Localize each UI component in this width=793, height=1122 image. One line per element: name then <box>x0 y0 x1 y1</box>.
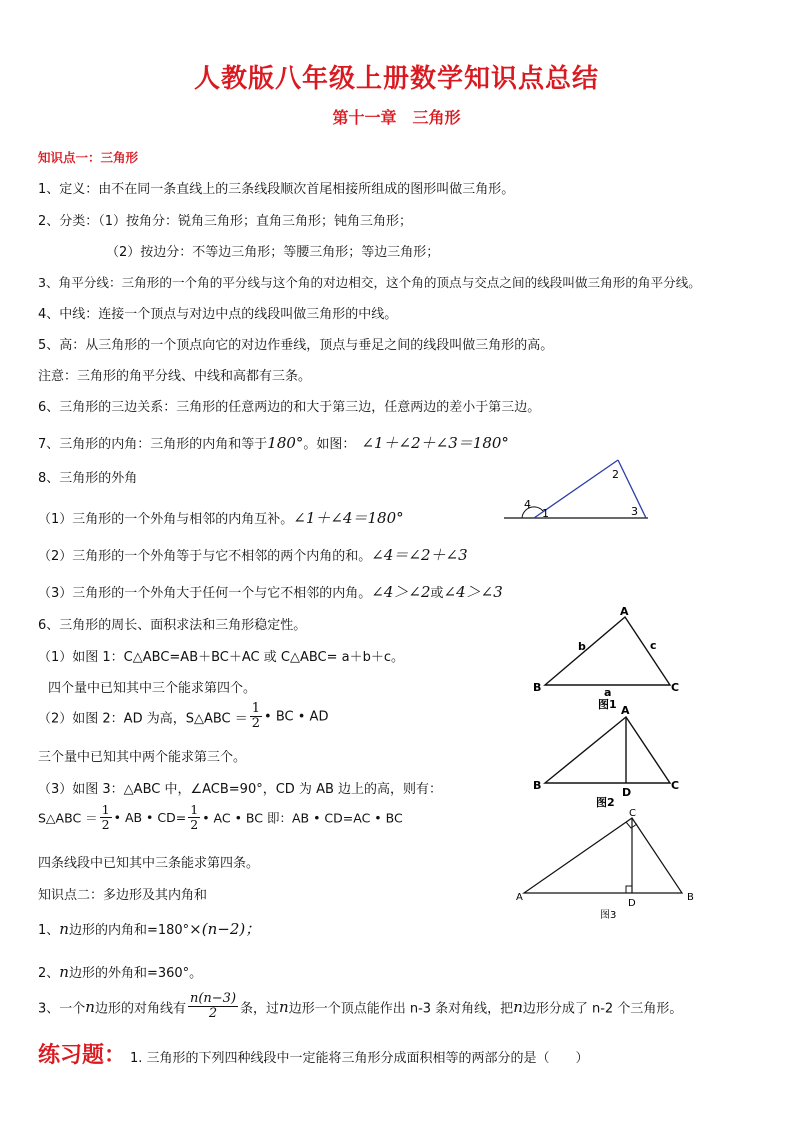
figure3-area-mid: • AB • CD= <box>113 809 187 825</box>
exterior-angle-3-or: 或 <box>430 586 444 601</box>
triangle-abc <box>545 717 670 783</box>
variable-n: n <box>513 997 523 1016</box>
page-title: 人教版八年级上册数学知识点总结 <box>193 64 599 94</box>
figure1-perimeter-line: （1）如图 1：C△ABC=AB＋BC＋AC 或 C△ABC= a＋b＋c。 <box>38 650 405 665</box>
figure3-area-label: S△ABC ＝ <box>38 810 98 826</box>
fraction-numerator: n(n−3) <box>189 991 237 1006</box>
polygon-inner-sum-formula: ×(n−2)； <box>189 920 261 938</box>
side-c-label: c <box>650 639 657 652</box>
perimeter-area-title: 6、三角形的周长、面积求法和三角形稳定性。 <box>38 618 307 633</box>
figure2-area-line <box>38 702 328 732</box>
exterior-angle-title: 8、三角形的外角 <box>38 471 138 486</box>
exterior-angle-figure <box>498 450 658 530</box>
right-angle-mark-d <box>626 886 632 893</box>
diagonal-text-a: 3、一个 <box>38 1001 86 1017</box>
polygon-outer-sum-text: 边形的外角和=360°。 <box>68 966 203 981</box>
polygon-inner-sum-text: 边形的内角和=180° <box>68 923 190 938</box>
exterior-angle-2-text: （2）三角形的一个外角等于与它不相邻的两个内角的和。 <box>38 549 372 564</box>
item-number: 2、 <box>38 966 60 981</box>
diagonal-text-d: 边形一个顶点能作出 n-3 条对角线，把 <box>288 1001 514 1017</box>
side-b-label: b <box>578 640 586 653</box>
fraction-denominator: 2 <box>101 816 110 832</box>
item-number: 1、 <box>38 923 60 938</box>
half-fraction <box>188 803 200 832</box>
figure-1-caption: 图1 <box>598 698 617 711</box>
exterior-angle-3-formula-1: ∠4＞∠2 <box>371 583 431 601</box>
variable-n: n <box>85 997 95 1016</box>
definition-text: 1、定义：由不在同一条直线上的三条线段顺次首尾相接所组成的图形叫做三角形。 <box>38 182 515 197</box>
inner-angle-line <box>38 432 509 453</box>
height-text: 5、高：从三角形的一个顶点向它的对边作垂线，顶点与垂足之间的线段叫做三角形的高。 <box>38 338 554 353</box>
variable-n: n <box>59 920 69 938</box>
figure3-text-line: （3）如图 3：△ABC 中，∠ACB=90°，CD 为 AB 边上的高，则有： <box>38 782 443 797</box>
angle-bisector-text: 3、角平分线：三角形的一个角的平分线与这个角的对边相交，这个角的顶点与交点之间的线段叫做三角形的角平分线。 <box>38 275 701 290</box>
exterior-angle-1-text: （1）三角形的一个外角与相邻的内角互补。 <box>38 512 294 527</box>
half-fraction <box>250 702 262 732</box>
polygon-inner-sum-line <box>38 918 260 939</box>
angle-label-2: 2 <box>612 468 619 481</box>
figure3-area-line <box>38 803 403 832</box>
inner-angle-value: 180° <box>267 434 304 452</box>
figure3-area-end: • AC • BC 即：AB • CD=AC • BC <box>202 810 403 826</box>
triangle-abc <box>524 818 682 893</box>
classification-by-angle: 2、分类：（1）按角分：锐角三角形；直角三角形；钝角三角形； <box>38 214 413 229</box>
figure-1 <box>530 605 690 715</box>
foot-d-label: D <box>622 786 632 799</box>
figure2-area-rest: • BC • AD <box>264 709 329 725</box>
classification-by-side: （2）按边分：不等边三角形；等腰三角形；等边三角形； <box>106 245 440 260</box>
exterior-angle-2-formula: ∠4＝∠2＋∠3 <box>371 546 468 564</box>
vertex-b-label: B <box>687 892 694 903</box>
fraction-numerator: 1 <box>251 701 261 716</box>
exterior-angle-line-1 <box>38 507 404 528</box>
median-text: 4、中线：连接一个顶点与对边中点的线段叫做三角形的中线。 <box>38 307 398 322</box>
vertex-a-label: A <box>516 892 523 903</box>
vertex-c-label: C <box>671 681 680 694</box>
exterior-angle-3-formula-2: ∠4＞∠3 <box>443 583 503 601</box>
figure2-note: 三个量中已知其中两个能求第三个。 <box>38 750 247 765</box>
vertex-a-label: A <box>620 605 629 618</box>
variable-n: n <box>279 997 289 1016</box>
diagonal-fraction <box>188 992 238 1022</box>
vertex-b-label: B <box>533 779 542 792</box>
polygon-outer-sum-line <box>38 962 202 981</box>
chapter-title: 第十一章 三角形 <box>332 108 461 127</box>
exercise-title: 练习题： <box>38 1043 127 1068</box>
angle-label-3: 3 <box>631 505 638 518</box>
diagonal-text-c: 条，过 <box>240 1001 280 1017</box>
angle-label-1: 1 <box>542 507 549 520</box>
fraction-denominator: 2 <box>190 816 199 832</box>
figure-3-caption: 图3 <box>600 910 617 921</box>
section-title-kp2: 知识点二：多边形及其内角和 <box>38 888 208 903</box>
diagonal-text-b: 边形的对角线有 <box>94 1001 186 1017</box>
vertex-b-label: B <box>533 681 542 694</box>
figure2-area-label: （2）如图 2：AD 为高，S△ABC ＝ <box>38 711 248 727</box>
fraction-numerator: 1 <box>101 802 110 817</box>
inner-angle-label: 7、三角形的内角：三角形的内角和等于 <box>38 437 268 452</box>
foot-d-label: D <box>628 898 636 909</box>
exterior-angle-3-text: （3）三角形的一个外角大于任何一个与它不相邻的内角。 <box>38 586 372 601</box>
exterior-angle-line-2 <box>38 544 468 565</box>
vertex-c-label: C <box>629 808 636 819</box>
fraction-denominator: 2 <box>251 716 261 732</box>
fraction-denominator: 2 <box>208 1006 218 1022</box>
variable-n: n <box>59 963 69 981</box>
figure3-note: 四条线段中已知其中三条能求第四条。 <box>38 856 260 871</box>
vertex-a-label: A <box>621 704 630 717</box>
fraction-numerator: 1 <box>190 802 199 817</box>
exercise-question-1: 1. 三角形的下列四种线段中一定能将三角形分成面积相等的两部分的是（ ） <box>130 1051 589 1066</box>
exterior-angle-1-formula: ∠1＋∠4＝180° <box>293 509 404 527</box>
inner-angle-as-figure: 。如图： <box>303 437 356 452</box>
side-a-label: a <box>604 686 612 699</box>
angle-label-4: 4 <box>524 498 531 511</box>
note-text: 注意：三角形的角平分线、中线和高都有三条。 <box>38 369 312 384</box>
vertex-c-label: C <box>671 779 680 792</box>
diagonal-text-e: 边形分成了 n-2 个三角形。 <box>522 1001 683 1017</box>
figure-2 <box>530 703 690 813</box>
inner-angle-formula: ∠1＋∠2＋∠3＝180° <box>361 434 509 452</box>
exterior-angle-line-3 <box>38 581 503 602</box>
side-relation-text: 6、三角形的三边关系：三角形的任意两边的和大于第三边，任意两边的差小于第三边。 <box>38 400 541 415</box>
figure-3 <box>512 808 702 923</box>
figure-2-caption: 图2 <box>596 796 615 809</box>
half-fraction <box>100 803 112 832</box>
figure1-note: 四个量中已知其中三个能求第四个。 <box>48 681 257 696</box>
polygon-diagonal-line <box>38 992 682 1022</box>
section-title-kp1: 知识点一：三角形 <box>38 150 139 165</box>
exercise-line <box>38 1038 589 1069</box>
